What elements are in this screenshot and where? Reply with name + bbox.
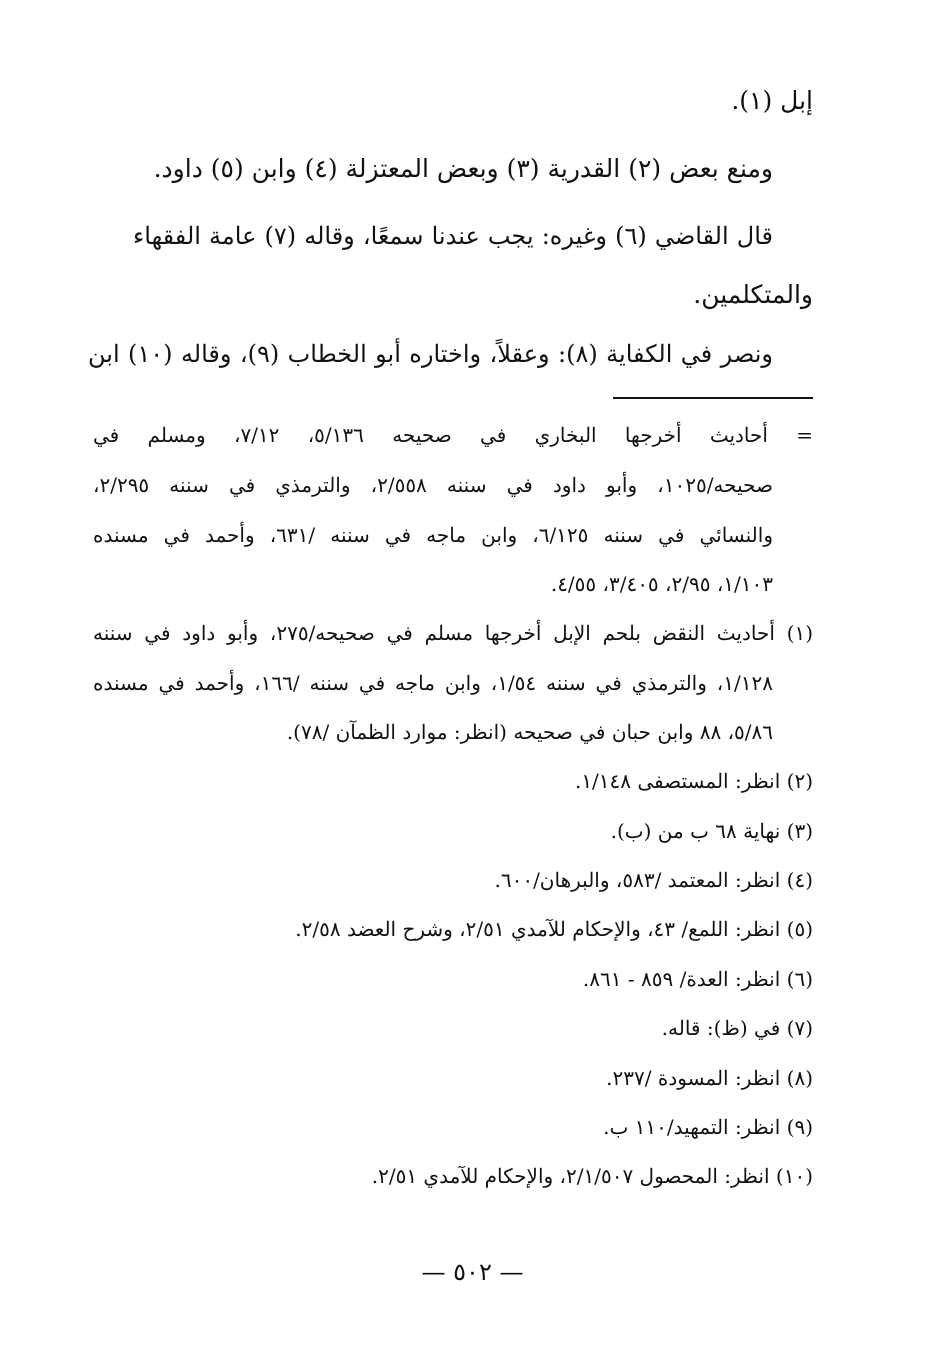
footnote-line: (٥) انظر: اللمع/ ٤٣، والإحكام للآمدي ٢/٥١، وشرح العضد ٢/٥٨.: [295, 917, 813, 941]
footnote-line: (١) أحاديث النقض بلحم الإبل أخرجها مسلم في صحيحه/٢٧٥، وأبو داود في سننه: [93, 621, 813, 645]
footnote-separator: [613, 397, 813, 399]
footnote-line: (٧) في (ظ): قاله.: [661, 1016, 813, 1040]
body-line: ونصر في الكفاية (٨): وعقلاً، واختاره أبو الخطاب (٩)، وقاله (١٠) ابن: [88, 340, 773, 368]
body-line: ومنع بعض (٢) القدرية (٣) وبعض المعتزلة (٤) وابن (٥) داود.: [153, 154, 773, 183]
footnote-line: (٩) انظر: التمهيد/١١٠ ب.: [603, 1115, 813, 1139]
footnote-line: ٥/٨٦، ٨٨ وابن حبان في صحيحه (انظر: موارد الظمآن /٧٨).: [286, 720, 773, 744]
footnote-line: (٦) انظر: العدة/ ٨٥٩ - ٨٦١.: [582, 967, 813, 991]
footnote-continuation-line: صحيحه/١٠٢٥، وأبو داود في سننه ٢/٥٥٨، والترمذي في سننه ٢/٢٩٥،: [93, 473, 773, 497]
footnote-line: (١٠) انظر: المحصول ٢/١/٥٠٧، والإحكام للآمدي ٢/٥١.: [371, 1164, 813, 1188]
footnote-line: (٤) انظر: المعتمد /٥٨٣، والبرهان/٦٠٠.: [494, 868, 813, 892]
footnote-line: (٣) نهاية ٦٨ ب من (ب).: [610, 819, 813, 843]
footnote-line: (٢) انظر: المستصفى ١/١٤٨.: [574, 769, 813, 793]
page-number: — ٥٠٢ —: [421, 1258, 524, 1286]
footnote-line: ١/١٢٨، والترمذي في سننه ١/٥٤، وابن ماجه في سننه /١٦٦، وأحمد في مسنده: [93, 671, 773, 695]
footnote-line: (٨) انظر: المسودة /٢٣٧.: [606, 1066, 813, 1090]
footnote-continuation-line: ١/١٠٣، ٢/٩٥، ٣/٤٠٥، ٤/٥٥.: [550, 572, 773, 596]
body-line: قال القاضي (٦) وغيره: يجب عندنا سمعًا، وقاله (٧) عامة الفقهاء: [133, 222, 773, 250]
footnote-continuation-line: والنسائي في سننه ٦/١٢٥، وابن ماجه في سننه /٦٣١، وأحمد في مسنده: [93, 523, 773, 547]
body-line: والمتكلمين.: [693, 280, 813, 309]
footnote-continuation-line: = أحاديث أخرجها البخاري في صحيحه ٥/١٣٦، ٧/١٢، ومسلم في: [93, 423, 814, 447]
body-line: إبل (١).: [731, 86, 813, 115]
